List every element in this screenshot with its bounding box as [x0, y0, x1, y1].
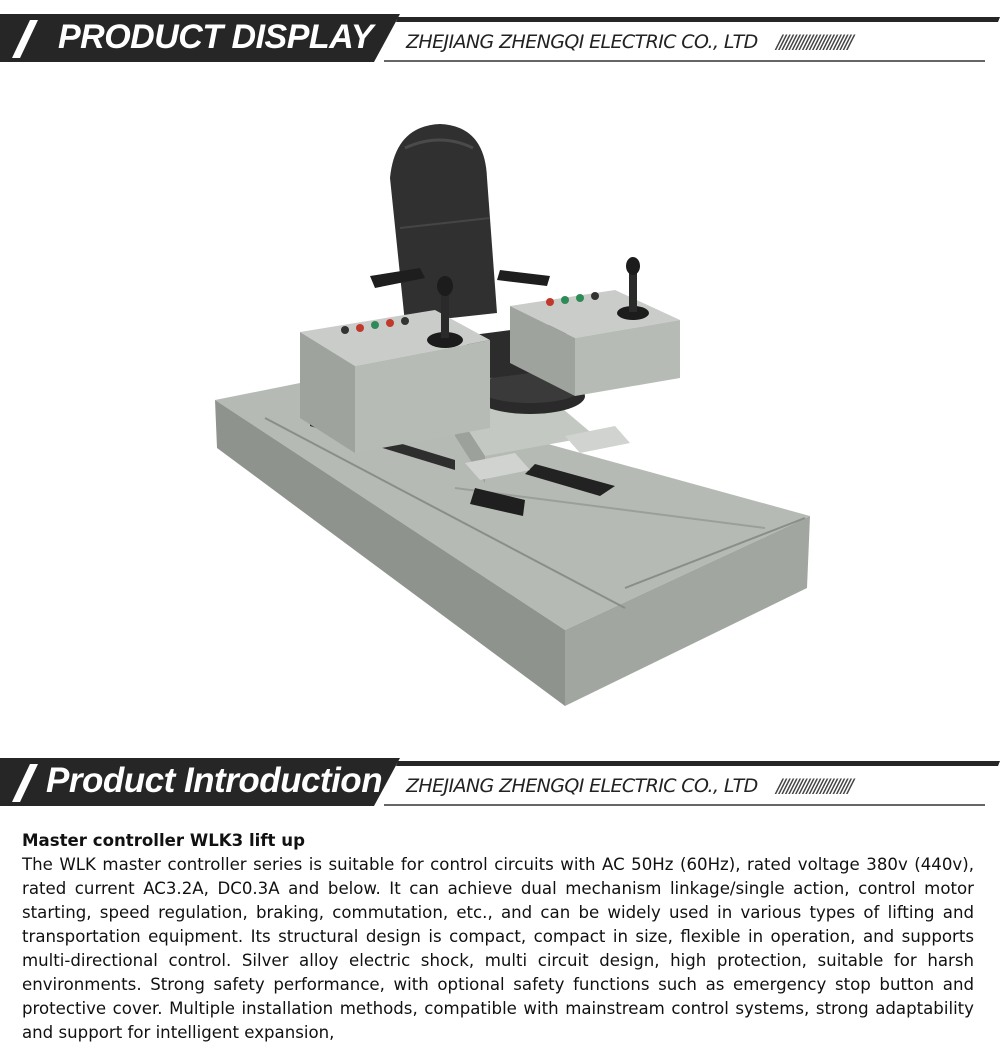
section-banner-product-introduction: [0, 758, 1000, 814]
company-name: ZHEJIANG ZHENGQI ELECTRIC CO., LTD: [406, 31, 758, 53]
product-description: The WLK master controller series is suitable for control circuits with AC 50Hz (60Hz), rated voltage 380v (440v), rated current AC3.2A, DC0.3A and below. It can achieve dual mechanism linkage/single action, control motor starting, speed regulation, braking, commutation, etc., and can be widely used in various types of lifting and transportation equipment. Its structural design is compact, compact in size, flexible in operation, and supports multi-directional control. Silver alloy electric shock, multi circuit design, high protection, suitable for harsh environments. Strong safety performance, with optional safety functions such as emergency stop button and protective cover. Multiple installation methods, compatible with mainstream control systems, strong adaptability and support for intelligent expansion,: [22, 855, 974, 1042]
section-title: Product Introduction: [46, 761, 383, 800]
product-image: [205, 118, 825, 708]
section-banner-product-display: [0, 14, 1000, 70]
decorative-slashes: //////////////////////: [776, 775, 851, 797]
section-title: PRODUCT DISPLAY: [58, 18, 373, 56]
product-introduction: [22, 829, 974, 1045]
decorative-slashes: //////////////////////: [776, 31, 851, 53]
product-heading: Master controller WLK3 lift up: [22, 831, 305, 850]
company-name: ZHEJIANG ZHENGQI ELECTRIC CO., LTD: [406, 775, 758, 797]
